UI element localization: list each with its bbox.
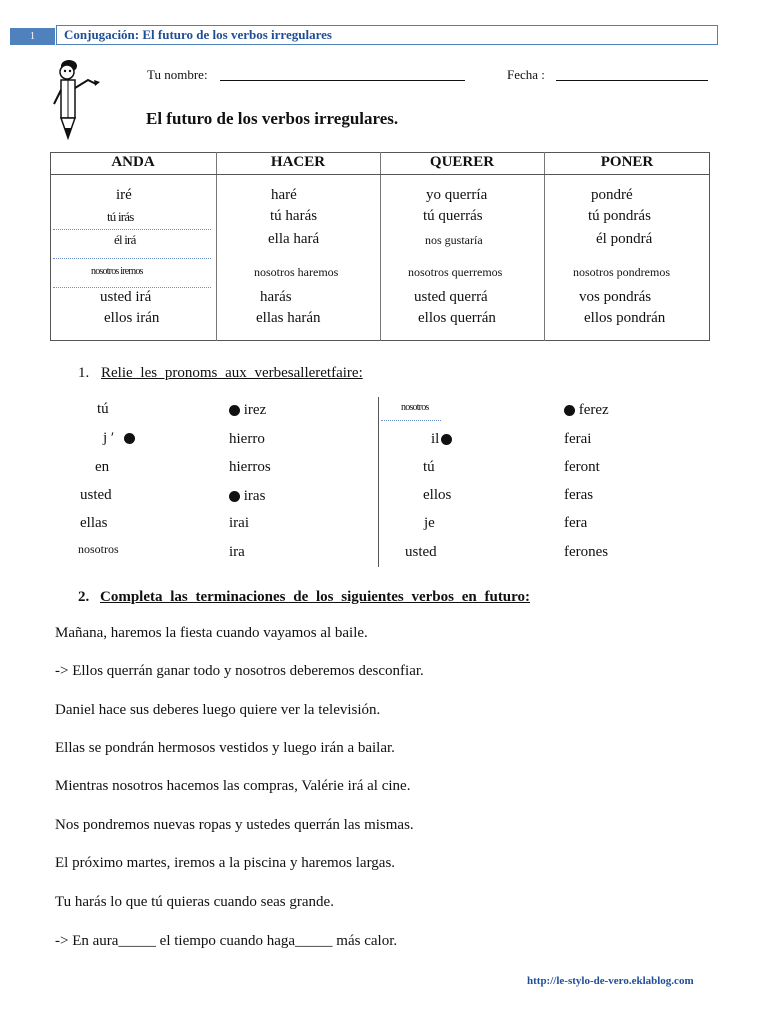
table-header: HACER — [270, 154, 326, 170]
table-cell: ella hará — [268, 231, 320, 247]
date-label: Fecha : — [507, 67, 545, 82]
pronoun-item: ellas — [80, 515, 108, 531]
exercise-1-title: Relie les pronoms aux verbesalleretfaire: — [101, 365, 363, 381]
sentence: -> Ellos querrán ganar todo y nosotros deberemos desconfiar. — [55, 663, 424, 679]
table-cell: pondré — [591, 187, 633, 203]
verb-item: ferai — [564, 431, 592, 447]
verb-item: feras — [564, 487, 594, 503]
table-cell: harás — [260, 289, 292, 305]
table-header: PONER — [600, 154, 654, 170]
pronoun-item[interactable] — [103, 430, 135, 447]
table-cell: ellos querrán — [418, 310, 496, 326]
pronoun-item: en — [95, 459, 110, 475]
table-cell: tú querrás — [423, 208, 483, 224]
verb-item: fera — [564, 515, 588, 531]
sentence: -> En aura_____ el tiempo cuando haga_____ más calor. — [55, 933, 398, 949]
pronoun-item[interactable] — [431, 431, 452, 448]
pronoun-item: nosotros — [78, 542, 119, 556]
column-divider — [378, 397, 379, 567]
verb-item: hierro — [229, 431, 265, 447]
table-cell: tú pondrás — [588, 208, 651, 224]
pronoun-label: il — [431, 431, 440, 447]
table-header: QUERER — [429, 154, 495, 170]
verb-item: hierros — [229, 459, 271, 475]
pronoun-item: nosotros — [401, 402, 429, 413]
table-header: ANDA — [111, 154, 155, 170]
date-field[interactable] — [556, 80, 708, 81]
table-cell: nosotros pondremos — [573, 265, 670, 279]
pencil-mascot-icon — [46, 56, 106, 146]
table-cell: nos gustaría — [425, 233, 483, 247]
page-title: El futuro de los verbos irregulares. — [146, 109, 399, 128]
sentence: Nos pondremos nuevas ropas y ustedes querrán las mismas. — [55, 817, 414, 833]
verb-item: irai — [229, 515, 249, 531]
footer-link[interactable]: http://le-stylo-de-vero.eklablog.com — [527, 975, 694, 987]
verb-label: iras — [243, 488, 266, 504]
table-cell: ellos irán — [104, 310, 160, 326]
name-field[interactable] — [220, 80, 465, 81]
exercise-2-number: 2. — [78, 589, 90, 605]
pronoun-item: usted — [405, 544, 437, 560]
verb-item[interactable] — [564, 402, 609, 419]
table-cell: usted irá — [100, 289, 152, 305]
table-cell: ellos pondrán — [584, 310, 666, 326]
match-dot[interactable] — [564, 405, 575, 416]
verb-item: feront — [564, 459, 600, 475]
pronoun-item: tú — [97, 401, 109, 417]
match-dot[interactable] — [441, 434, 452, 445]
header-title: Conjugación: El futuro de los verbos irregulares — [64, 27, 332, 42]
pronoun-item: usted — [80, 487, 112, 503]
table-cell: vos pondrás — [579, 289, 652, 305]
exercise-1-number: 1. — [78, 365, 90, 381]
pronoun-item: ellos — [423, 487, 452, 503]
sentence: Tu harás lo que tú quieras cuando seas grande. — [55, 894, 334, 910]
table-cell: tú irás — [107, 209, 134, 224]
sentence: Ellas se pondrán hermosos vestidos y luego irán a bailar. — [55, 740, 395, 756]
table-cell: él irá — [114, 232, 136, 247]
table-cell: nosotros querremos — [408, 265, 503, 279]
pronoun-label: j ′ — [103, 430, 115, 446]
table-cell: yo querría — [426, 187, 488, 203]
match-dot[interactable] — [229, 491, 240, 502]
match-dot[interactable] — [124, 433, 135, 444]
sentence: Daniel hace sus deberes luego quiere ver la televisión. — [55, 702, 381, 718]
verb-label: irez — [243, 402, 267, 418]
verb-label: ferez — [578, 402, 609, 418]
table-cell: iré — [116, 187, 132, 203]
table-cell: ellas harán — [256, 310, 321, 326]
pronoun-item: je — [424, 515, 435, 531]
table-cell: él pondrá — [596, 231, 653, 247]
verb-item: ira — [229, 544, 245, 560]
verb-item: ferones — [564, 544, 609, 560]
table-cell: usted querrá — [414, 289, 488, 305]
verb-item[interactable] — [229, 402, 266, 419]
sentence: Mientras nosotros hacemos las compras, Valérie irá al cine. — [55, 778, 411, 794]
page-number: 1 — [10, 28, 55, 45]
sentence: Mañana, haremos la fiesta cuando vayamos al baile. — [55, 625, 368, 641]
exercise-2-title: Completa las terminaciones de los siguientes verbos en futuro: — [100, 589, 531, 605]
match-dot[interactable] — [229, 405, 240, 416]
name-label: Tu nombre: — [147, 67, 208, 82]
table-cell: nosotros haremos — [254, 265, 339, 279]
table-cell: haré — [271, 187, 297, 203]
verb-item[interactable] — [229, 488, 265, 505]
pronoun-item: tú — [423, 459, 435, 475]
table-cell: tú harás — [270, 208, 318, 224]
sentence: El próximo martes, iremos a la piscina y haremos largas. — [55, 855, 396, 871]
table-cell: nosotros iremos — [91, 266, 143, 277]
